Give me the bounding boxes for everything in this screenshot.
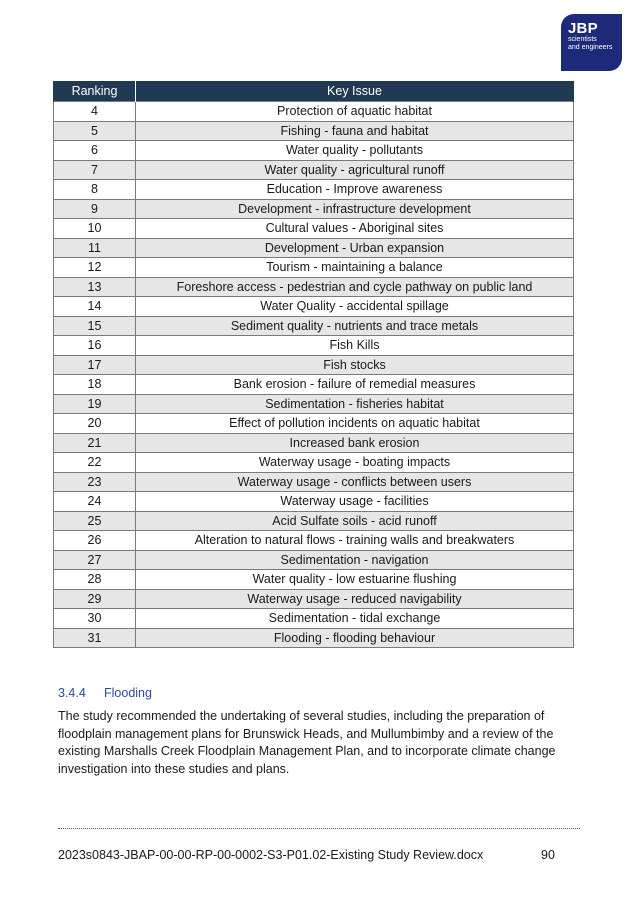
ranking-cell: 10 [54, 219, 136, 239]
key-issue-cell: Development - Urban expansion [136, 238, 574, 258]
key-issues-table [53, 81, 574, 648]
table-row [54, 297, 574, 317]
table-row [54, 531, 574, 551]
section-heading [58, 686, 152, 700]
company-logo [561, 14, 622, 71]
key-issue-cell: Tourism - maintaining a balance [136, 258, 574, 278]
section-title: Flooding [104, 686, 152, 700]
key-issue-cell: Sedimentation - fisheries habitat [136, 394, 574, 414]
footer-filename: 2023s0843-JBAP-00-00-RP-00-0002-S3-P01.02-Existing Study Review.docx [58, 848, 484, 862]
ranking-cell: 30 [54, 609, 136, 629]
table-row [54, 141, 574, 161]
logo-tagline-line2: and engineers [568, 43, 613, 51]
table-header-row [54, 81, 574, 102]
ranking-cell: 6 [54, 141, 136, 161]
table-row [54, 472, 574, 492]
ranking-cell: 26 [54, 531, 136, 551]
ranking-cell: 25 [54, 511, 136, 531]
key-issue-cell: Development - infrastructure development [136, 199, 574, 219]
ranking-cell: 27 [54, 550, 136, 570]
table-row [54, 355, 574, 375]
key-issue-cell: Alteration to natural flows - training walls and breakwaters [136, 531, 574, 551]
key-issue-cell: Education - Improve awareness [136, 180, 574, 200]
header-key-issue: Key Issue [136, 81, 574, 102]
table-row [54, 238, 574, 258]
table-row [54, 277, 574, 297]
key-issue-cell: Fish stocks [136, 355, 574, 375]
table-row [54, 453, 574, 473]
table-body [54, 102, 574, 648]
key-issue-cell: Water quality - agricultural runoff [136, 160, 574, 180]
key-issue-cell: Bank erosion - failure of remedial measures [136, 375, 574, 395]
ranking-cell: 21 [54, 433, 136, 453]
ranking-cell: 7 [54, 160, 136, 180]
key-issue-cell: Fishing - fauna and habitat [136, 121, 574, 141]
table-row [54, 160, 574, 180]
key-issue-cell: Waterway usage - boating impacts [136, 453, 574, 473]
table-row [54, 492, 574, 512]
key-issue-cell: Increased bank erosion [136, 433, 574, 453]
ranking-cell: 16 [54, 336, 136, 356]
ranking-cell: 23 [54, 472, 136, 492]
footer-page-number: 90 [541, 848, 555, 862]
section-number: 3.4.4 [58, 686, 86, 700]
table-row [54, 589, 574, 609]
table-row [54, 609, 574, 629]
table-row [54, 316, 574, 336]
table-row [54, 375, 574, 395]
logo-tagline-line1: scientists [568, 36, 597, 43]
key-issue-cell: Water quality - pollutants [136, 141, 574, 161]
ranking-cell: 12 [54, 258, 136, 278]
ranking-cell: 20 [54, 414, 136, 434]
table-row [54, 628, 574, 648]
ranking-cell: 9 [54, 199, 136, 219]
table-row [54, 394, 574, 414]
key-issue-cell: Water Quality - accidental spillage [136, 297, 574, 317]
key-issue-cell: Foreshore access - pedestrian and cycle pathway on public land [136, 277, 574, 297]
table-row [54, 121, 574, 141]
ranking-cell: 28 [54, 570, 136, 590]
ranking-cell: 11 [54, 238, 136, 258]
logo-brand: JBP [568, 20, 598, 37]
section-body-paragraph: The study recommended the undertaking of several studies, including the preparation of floodplain management plans for Brunswick Heads, and Mullumbimby and a review of the existing Marshalls Creek Floodplain Management Plan, and to incorporate climate change investigation into these studies and plans. [58, 709, 556, 776]
ranking-cell: 17 [54, 355, 136, 375]
key-issue-cell: Acid Sulfate soils - acid runoff [136, 511, 574, 531]
ranking-cell: 24 [54, 492, 136, 512]
ranking-cell: 13 [54, 277, 136, 297]
table-row [54, 102, 574, 122]
header-ranking: Ranking [54, 81, 136, 102]
ranking-cell: 5 [54, 121, 136, 141]
key-issue-cell: Fish Kills [136, 336, 574, 356]
ranking-cell: 29 [54, 589, 136, 609]
table-row [54, 219, 574, 239]
ranking-cell: 19 [54, 394, 136, 414]
key-issue-cell: Waterway usage - reduced navigability [136, 589, 574, 609]
ranking-cell: 14 [54, 297, 136, 317]
table-row [54, 199, 574, 219]
table-row [54, 550, 574, 570]
ranking-cell: 22 [54, 453, 136, 473]
table-row [54, 336, 574, 356]
key-issue-cell: Waterway usage - conflicts between users [136, 472, 574, 492]
table-row [54, 180, 574, 200]
ranking-cell: 18 [54, 375, 136, 395]
key-issue-cell: Water quality - low estuarine flushing [136, 570, 574, 590]
footer-divider [58, 828, 580, 829]
key-issue-cell: Cultural values - Aboriginal sites [136, 219, 574, 239]
ranking-cell: 31 [54, 628, 136, 648]
table-row [54, 511, 574, 531]
key-issue-cell: Sediment quality - nutrients and trace metals [136, 316, 574, 336]
ranking-cell: 15 [54, 316, 136, 336]
table-row [54, 433, 574, 453]
key-issue-cell: Waterway usage - facilities [136, 492, 574, 512]
key-issue-cell: Sedimentation - navigation [136, 550, 574, 570]
table-row [54, 414, 574, 434]
table-row [54, 258, 574, 278]
key-issue-cell: Sedimentation - tidal exchange [136, 609, 574, 629]
ranking-cell: 4 [54, 102, 136, 122]
key-issue-cell: Effect of pollution incidents on aquatic habitat [136, 414, 574, 434]
key-issue-cell: Protection of aquatic habitat [136, 102, 574, 122]
ranking-cell: 8 [54, 180, 136, 200]
key-issue-cell: Flooding - flooding behaviour [136, 628, 574, 648]
table-row [54, 570, 574, 590]
